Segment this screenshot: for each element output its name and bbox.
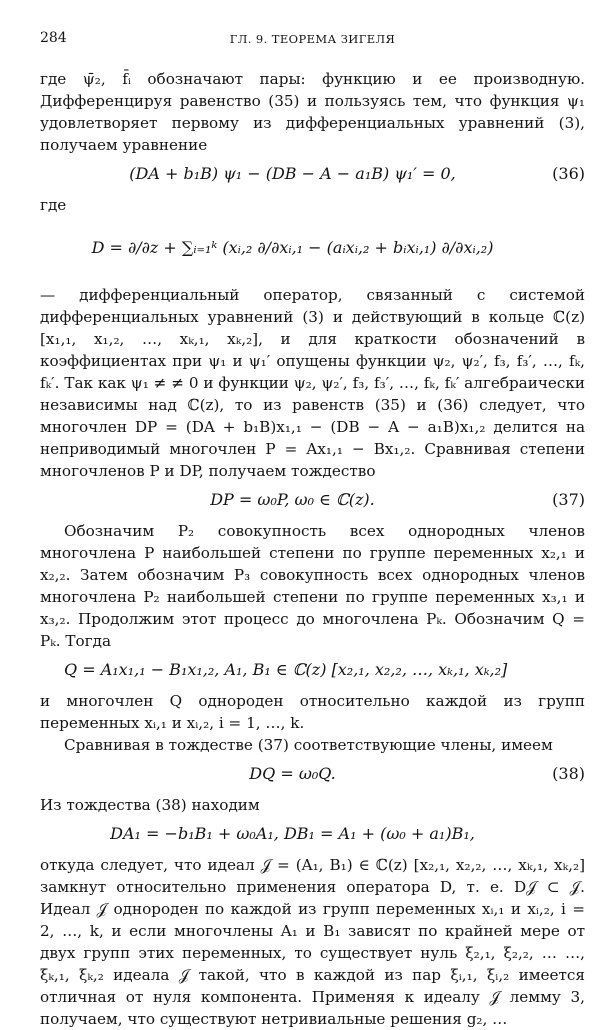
paragraph-8: откуда следует, что идеал 𝒥 = (A₁, B₁) ∈ ℂ(z) [x₂,₁, x₂,₂, …, xₖ,₁, xₖ,₂] замкнут относительно применения оператора D, т. е. D𝒥 ⊂ 𝒥. Идеал 𝒥 однороден по каждой из групп переменных xᵢ,₁ и xᵢ,₂, i = 2, …, k, и если многочлены A₁ и B₁ зависят по крайней мере от двух групп этих переменных, то существует нуль ξ₂,₁, ξ₂,₂, … …, ξₖ,₁, ξₖ,₂ идеала 𝒥 такой, что в каждой из пар ξᵢ,₁, ξᵢ,₂ имеется отличная от нуля компонента. Применяя к идеалу 𝒥 лемму 3, получаем, что существуют нетривиальные решения g₂, …	[40, 856, 585, 1028]
equation-da	[40, 816, 585, 854]
page-body	[40, 68, 585, 1030]
paragraph-3: — дифференциальный оператор, связанный с системой дифференциальных уравнений (3) и действующий в кольце ℂ(z) [x₁,₁, x₁,₂, …, xₖ,₁, xₖ,₂], и для краткости обозначений в коэффициентах при ψ₁ и ψ₁′ опущены функции ψ₂, ψ₂′, f₃, f₃′, …, fₖ, fₖ′. Так как ψ₁ ≠ ≠ 0 и функции ψ₂, ψ₂′, f₃, f₃′, …, fₖ, fₖ′ алгебраически независимы над ℂ(z), то из равенств (35) и (36) следует, что многочлен DP = (DA + b₁B)x₁,₁ − (DB − A − a₁B)x₁,₂ делится на неприводимый многочлен P = Ax₁,₁ − Bx₁,₂. Сравнивая степени многочленов P и DP, получаем тождество	[40, 286, 585, 480]
equation-q	[40, 652, 585, 690]
equation-da-body: DA₁ = −b₁B₁ + ω₀A₁, DB₁ = A₁ + (ω₀ + a₁)B₁,	[110, 824, 475, 843]
equation-37	[40, 482, 585, 520]
paragraph-6: Сравнивая в тождестве (37) соответствующие члены, имеем	[64, 736, 553, 754]
equation-36-number: (36)	[552, 164, 585, 183]
equation-operator-d-body: D = ∂/∂z + ∑ᵢ₌₁ᵏ (xᵢ,₂ ∂/∂xᵢ,₁ − (aᵢxᵢ,₂ + bᵢxᵢ,₁) ∂/∂xᵢ,₂)	[91, 238, 494, 257]
equation-38	[40, 756, 585, 794]
equation-q-body: Q = A₁x₁,₁ − B₁x₁,₂, A₁, B₁ ∈ ℂ(z) [x₂,₁, x₂,₂, …, xₖ,₁, xₖ,₂]	[64, 660, 508, 679]
paragraph-5: и многочлен Q однороден относительно каждой из групп переменных xᵢ,₁ и xᵢ,₂, i = 1, …, k.	[40, 692, 585, 732]
equation-37-number: (37)	[552, 490, 585, 509]
equation-operator-d	[40, 216, 585, 284]
equation-38-number: (38)	[552, 764, 585, 783]
page-number: 284	[40, 30, 67, 46]
paragraph-2: где	[40, 196, 67, 214]
running-title: ГЛ. 9. ТЕОРЕМА ЗИГЕЛЯ	[229, 32, 396, 46]
paragraph-7: Из тождества (38) находим	[40, 796, 260, 814]
equation-36-body: (DA + b₁B) ψ₁ − (DB − A − a₁B) ψ₁′ = 0,	[129, 164, 456, 183]
page-header	[40, 30, 585, 52]
equation-37-body: DP = ω₀P, ω₀ ∈ ℂ(z).	[210, 490, 375, 509]
equation-38-body: DQ = ω₀Q.	[249, 764, 336, 783]
paragraph-4: Обозначим P₂ совокупность всех однородных членов многочлена P наибольшей степени по группе переменных x₂,₁ и x₂,₂. Затем обозначим P₃ совокупность всех однородных членов многочлена P₂ наибольшей степени по группе переменных x₃,₁ и x₃,₂. Продолжим этот процесс до многочлена Pₖ. Обозначим Q = Pₖ. Тогда	[40, 522, 585, 650]
equation-36	[40, 156, 585, 194]
paragraph-1: где ψ̄₂, f̄ᵢ обозначают пары: функцию и ее производную. Дифференцируя равенство (35) и пользуясь тем, что функция ψ₁ удовлетворяет первому из дифференциальных уравнений (3), получаем уравнение	[40, 70, 585, 154]
